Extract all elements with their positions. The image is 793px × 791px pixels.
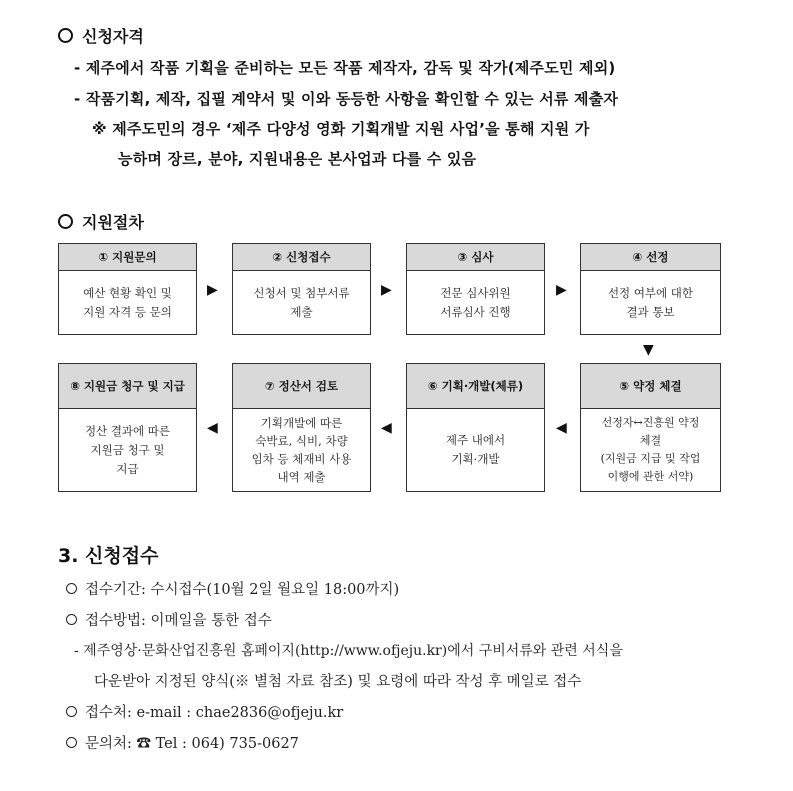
step-title: ④ 선정 xyxy=(581,244,720,271)
step-box-5 xyxy=(580,363,721,492)
step-title: ② 신청접수 xyxy=(233,244,370,271)
application-email: 접수처: e-mail : chae2836@ofjeju.kr xyxy=(66,701,343,722)
circle-bullet-icon xyxy=(66,614,77,625)
arrow-right-icon: ▶ xyxy=(381,282,392,298)
step-body: 정산 결과에 따른 지원금 청구 및 지급 xyxy=(84,423,171,476)
arrow-left-icon: ◀ xyxy=(381,420,392,436)
application-heading: 3. 신청접수 xyxy=(58,545,159,567)
application-contact: 문의처: ☎ Tel : 064) 735-0627 xyxy=(66,732,299,753)
application-method: 접수방법: 이메일을 통한 접수 xyxy=(66,609,272,630)
arrow-right-icon: ▶ xyxy=(207,282,218,298)
step-box-3 xyxy=(406,243,545,335)
step-box-7 xyxy=(232,363,371,492)
step-body: 선정자↔진흥원 약정 체결 (지원금 지급 및 작업 이행에 관한 서약) xyxy=(600,416,701,483)
application-detail-line-1: - 제주영상·문화산업진흥원 홈페이지(http://www.ofjeju.kr)에서 구비서류와 관련 서식을 xyxy=(74,643,623,659)
step-title: ③ 심사 xyxy=(407,244,544,271)
circle-bullet-icon xyxy=(58,214,73,229)
step-box-4 xyxy=(580,243,721,335)
step-title: ⑤ 약정 체결 xyxy=(581,364,720,409)
eligibility-note-line-2: 능하며 장르, 분야, 지원내용은 본사업과 다를 수 있음 xyxy=(118,150,477,168)
circle-bullet-icon xyxy=(66,706,77,717)
circle-bullet-icon xyxy=(66,737,77,748)
eligibility-line-1: - 제주에서 작품 기획을 준비하는 모든 작품 제작자, 감독 및 작가(제주도민 제외) xyxy=(74,59,616,77)
application-period: 접수기간: 수시접수(10월 2일 월요일 18:00까지) xyxy=(66,578,399,599)
step-box-6 xyxy=(406,363,545,492)
eligibility-line-2: - 작품기획, 제작, 집필 계약서 및 이와 동등한 사항을 확인할 수 있는 서류 제출자 xyxy=(74,90,619,108)
step-body: 기획개발에 따른 숙박료, 식비, 차량 임차 등 체재비 사용 내역 제출 xyxy=(251,416,352,484)
procedure-heading: 지원절차 xyxy=(58,210,144,233)
step-body: 전문 심사위원 서류심사 진행 xyxy=(440,285,511,319)
step-box-2 xyxy=(232,243,371,335)
step-title: ① 지원문의 xyxy=(59,244,196,271)
step-body: 제주 내에서 기획·개발 xyxy=(445,433,506,466)
step-title: ⑧ 지원금 청구 및 지급 xyxy=(59,364,196,409)
arrow-right-icon: ▶ xyxy=(556,282,567,298)
step-body: 신청서 및 첨부서류 제출 xyxy=(253,285,350,319)
step-box-1 xyxy=(58,243,197,335)
application-detail-line-2: 다운받아 지정된 양식(※ 별첨 자료 참조) 및 요령에 따라 작성 후 메일로 접수 xyxy=(94,674,582,690)
step-body: 예산 현황 확인 및 지원 자격 등 문의 xyxy=(83,285,172,319)
circle-bullet-icon xyxy=(58,28,73,43)
circle-bullet-icon xyxy=(66,583,77,594)
eligibility-heading: 신청자격 xyxy=(58,24,144,47)
arrow-left-icon: ◀ xyxy=(207,420,218,436)
step-box-8 xyxy=(58,363,197,492)
arrow-down-icon: ▼ xyxy=(643,342,654,358)
step-title: ⑥ 기획·개발(체류) xyxy=(407,364,544,409)
step-body: 선정 여부에 대한 결과 통보 xyxy=(607,285,694,319)
eligibility-note-line-1: ※ 제주도민의 경우 ‘제주 다양성 영화 기획개발 지원 사업’을 통해 지원 가 xyxy=(92,120,590,138)
step-title: ⑦ 정산서 검토 xyxy=(233,364,370,409)
arrow-left-icon: ◀ xyxy=(556,420,567,436)
